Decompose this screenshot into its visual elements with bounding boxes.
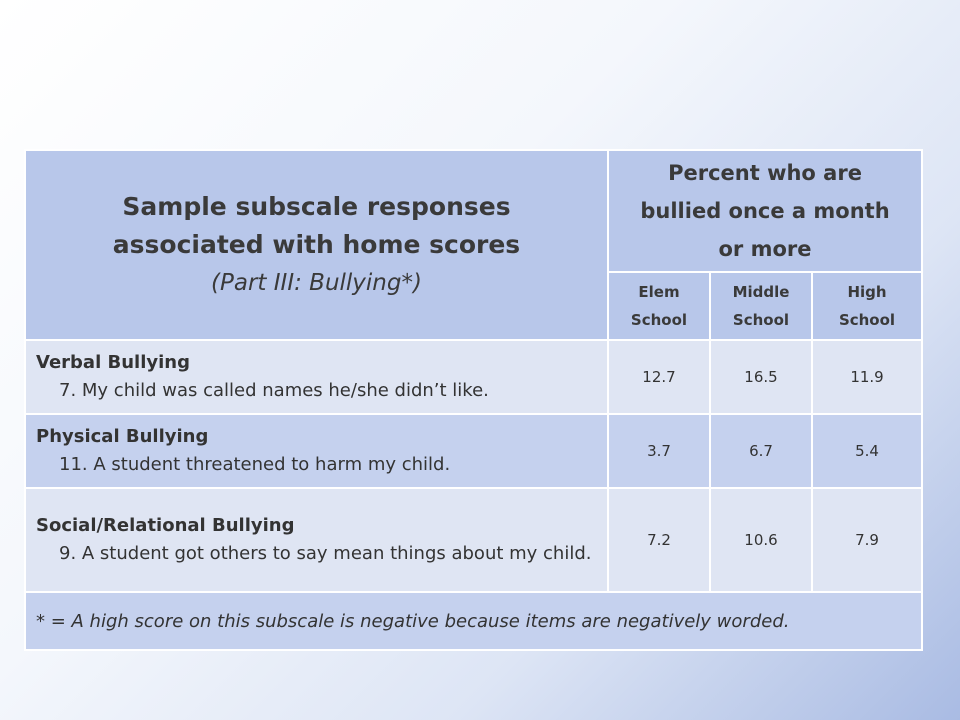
row-item-cell xyxy=(25,414,608,488)
column-header-middle-line1: Middle xyxy=(732,283,790,301)
column-header-high-line1: High xyxy=(847,283,887,301)
column-header-middle-line2: School xyxy=(732,311,790,329)
value-middle: 10.6 xyxy=(710,488,812,592)
column-header-elem-line2: School xyxy=(630,311,688,329)
row-item-cell xyxy=(25,488,608,592)
column-header-high-line2: School xyxy=(838,311,896,329)
column-header-high xyxy=(812,272,922,340)
value-elem: 12.7 xyxy=(608,340,710,414)
percent-header-line1: Percent who are xyxy=(668,161,862,185)
row-item-text: 11. A student threatened to harm my child. xyxy=(59,454,451,475)
table-title-line2: associated with home scores xyxy=(112,230,521,259)
value-elem: 3.7 xyxy=(608,414,710,488)
row-item-text: 9. A student got others to say mean things about my child. xyxy=(59,543,592,564)
table-row xyxy=(25,488,922,592)
row-category: Physical Bullying xyxy=(36,426,209,447)
row-category: Social/Relational Bullying xyxy=(36,515,295,536)
value-high: 5.4 xyxy=(812,414,922,488)
row-category: Verbal Bullying xyxy=(36,352,190,373)
footnote-row xyxy=(25,592,922,650)
value-elem: 7.2 xyxy=(608,488,710,592)
table-row xyxy=(25,414,922,488)
row-item-cell xyxy=(25,340,608,414)
percent-header xyxy=(608,150,922,272)
percent-header-line3: or more xyxy=(718,237,812,261)
row-item-text: 7. My child was called names he/she didn’t like. xyxy=(59,380,489,401)
value-high: 11.9 xyxy=(812,340,922,414)
percent-header-line2: bullied once a month xyxy=(640,199,890,223)
table-row xyxy=(25,340,922,414)
value-middle: 16.5 xyxy=(710,340,812,414)
value-high: 7.9 xyxy=(812,488,922,592)
footnote: * = A high score on this subscale is negative because items are negatively worded. xyxy=(25,592,922,650)
table-subtitle: (Part III: Bullying*) xyxy=(211,270,422,296)
column-header-elem xyxy=(608,272,710,340)
table-title-line1: Sample subscale responses xyxy=(122,192,511,221)
table-title-cell xyxy=(25,150,608,340)
column-header-elem-line1: Elem xyxy=(638,283,680,301)
column-header-middle xyxy=(710,272,812,340)
value-middle: 6.7 xyxy=(710,414,812,488)
bullying-subscale-table xyxy=(24,149,923,651)
